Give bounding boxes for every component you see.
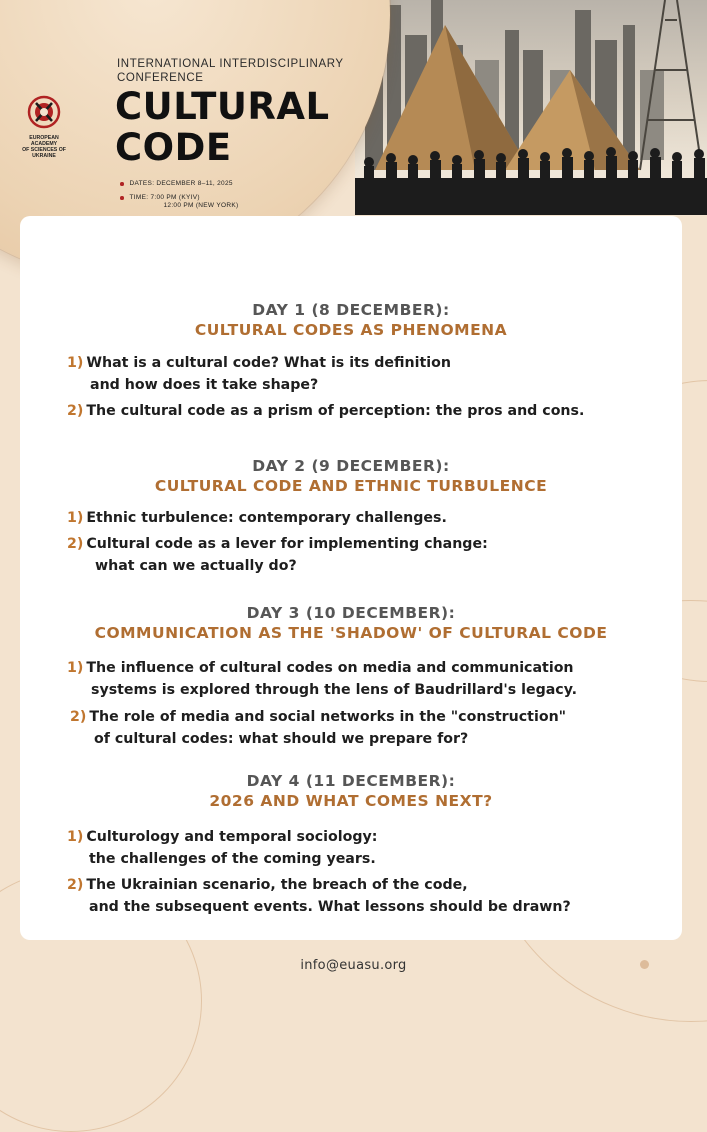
item-number: 1) <box>67 829 84 845</box>
item-number: 2) <box>67 877 84 893</box>
item-number: 2) <box>67 536 84 552</box>
item-text: Ethnic turbulence: contemporary challenges. <box>86 510 447 526</box>
subtitle-line1: INTERNATIONAL INTERDISCIPLINARY <box>117 58 344 70</box>
day-3-item-1 <box>67 657 577 701</box>
item-text-continued: and how does it take shape? <box>90 377 319 393</box>
day-3-topic: COMMUNICATION AS THE 'SHADOW' OF CULTURAL CODE <box>94 624 608 642</box>
day-2-item-2 <box>67 533 488 577</box>
item-text: Culturology and temporal sociology: <box>86 829 378 845</box>
item-text: The Ukrainian scenario, the breach of the code, <box>86 877 468 893</box>
day-2-heading <box>20 456 682 496</box>
event-meta <box>120 180 238 216</box>
day-3-heading <box>20 603 682 643</box>
day-1-item-2 <box>67 400 584 422</box>
item-text-continued: and the subsequent events. What lessons should be drawn? <box>89 899 571 915</box>
item-number: 2) <box>70 709 87 725</box>
day-1-heading <box>20 300 682 340</box>
day-2-date: DAY 2 (9 DECEMBER): <box>252 457 450 475</box>
item-text: The role of media and social networks in the "construction" <box>89 709 567 725</box>
dates-row <box>120 180 238 188</box>
time-kyiv: TIME: 7:00 PM (KYIV) <box>129 194 200 201</box>
logo-text-line1: EUROPEAN ACADEMY <box>29 135 59 147</box>
item-text: Cultural code as a lever for implementing change: <box>86 536 488 552</box>
time-row <box>120 194 238 210</box>
conference-title <box>115 86 385 168</box>
day-4-heading <box>20 771 682 811</box>
header-photo <box>355 0 707 215</box>
academy-logo <box>18 95 70 159</box>
day-2-topic: CULTURAL CODE AND ETHNIC TURBULENCE <box>154 477 548 495</box>
time-new-york: 12:00 PM (NEW YORK) <box>163 202 239 209</box>
academy-emblem-icon <box>27 95 61 129</box>
bullet-dot-icon <box>120 196 124 200</box>
day-1-topic: CULTURAL CODES AS PHENOMENA <box>194 321 508 339</box>
item-text-continued: systems is explored through the lens of Baudrillard's legacy. <box>91 682 578 698</box>
item-text-continued: of cultural codes: what should we prepare for? <box>94 731 469 747</box>
day-1-item-1 <box>67 352 451 396</box>
item-text-continued: the challenges of the coming years. <box>89 851 376 867</box>
item-text: What is a cultural code? What is its definition <box>86 355 451 371</box>
item-number: 1) <box>67 355 84 371</box>
day-4-date: DAY 4 (11 DECEMBER): <box>246 772 456 790</box>
item-number: 1) <box>67 510 84 526</box>
subtitle-line2: CONFERENCE <box>117 72 204 84</box>
day-3-date: DAY 3 (10 DECEMBER): <box>246 604 456 622</box>
item-text: The influence of cultural codes on media and communication <box>86 660 574 676</box>
day-3-item-2 <box>70 706 566 750</box>
conference-subtitle <box>117 57 377 85</box>
day-4-item-1 <box>67 826 377 870</box>
day-2-item-1 <box>67 507 447 529</box>
item-text: The cultural code as a prism of perception: the pros and cons. <box>86 403 585 419</box>
logo-text-line2: OF SCIENCES OF UKRAINE <box>22 147 66 159</box>
item-number: 1) <box>67 660 84 676</box>
day-1-date: DAY 1 (8 DECEMBER): <box>252 301 450 319</box>
title-line2: CODE <box>115 126 232 169</box>
item-text-continued: what can we actually do? <box>95 558 297 574</box>
title-line1: CULTURAL <box>115 85 330 128</box>
contact-email[interactable]: info@euasu.org <box>300 958 407 973</box>
dates-text: DATES: DECEMBER 8–11, 2025 <box>129 180 233 187</box>
day-4-item-2 <box>67 874 571 918</box>
day-4-topic: 2026 AND WHAT COMES NEXT? <box>209 792 493 810</box>
bullet-dot-icon <box>120 182 124 186</box>
item-number: 2) <box>67 403 84 419</box>
